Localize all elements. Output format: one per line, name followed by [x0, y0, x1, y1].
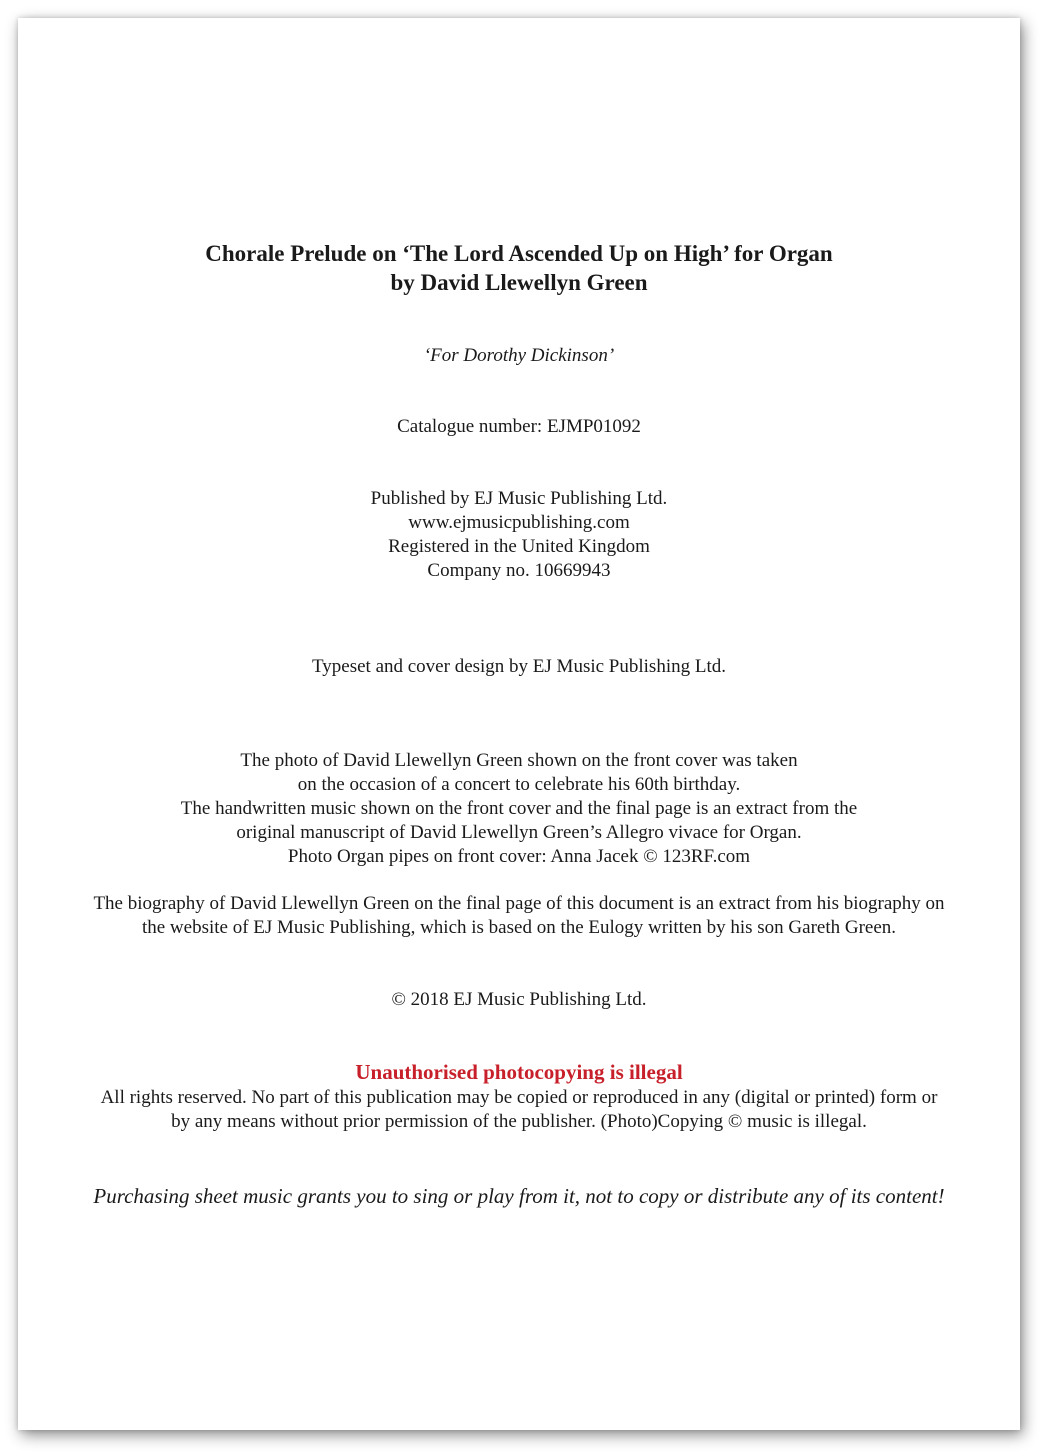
- photo-credit-line-5: Photo Organ pipes on front cover: Anna Jacek © 123RF.com: [287, 846, 751, 867]
- warning-heading: Unauthorised photocopying is illegal: [355, 1060, 683, 1084]
- rights-line-1: All rights reserved. No part of this publication may be copied or reproduced in any (digital or printed) form or: [100, 1087, 938, 1108]
- dedication: ‘For Dorothy Dickinson’: [423, 345, 615, 366]
- copyright-notice: © 2018 EJ Music Publishing Ltd.: [391, 989, 647, 1010]
- photo-credit-line-1: The photo of David Llewellyn Green shown on the front cover was taken: [240, 750, 798, 771]
- document-page: [18, 18, 1020, 1430]
- photo-credit-line-4: original manuscript of David Llewellyn Green’s Allegro vivace for Organ.: [236, 822, 802, 843]
- biography-line-2: the website of EJ Music Publishing, which is based on the Eulogy written by his son Gareth Green.: [141, 917, 897, 938]
- photo-credit-line-3: The handwritten music shown on the front cover and the final page is an extract from the: [180, 798, 858, 819]
- publisher-line-1: Published by EJ Music Publishing Ltd.: [370, 488, 668, 509]
- biography-line-1: The biography of David Llewellyn Green on the final page of this document is an extract from his biography on: [93, 893, 945, 914]
- publisher-company-number: Company no. 10669943: [427, 560, 611, 581]
- publisher-website: www.ejmusicpublishing.com: [408, 512, 630, 533]
- closing-statement: Purchasing sheet music grants you to sing or play from it, not to copy or distribute any of its content!: [93, 1184, 945, 1208]
- photo-credit-line-2: on the occasion of a concert to celebrate his 60th birthday.: [297, 774, 741, 795]
- publisher-line-3: Registered in the United Kingdom: [388, 536, 650, 557]
- rights-line-2: by any means without prior permission of the publisher. (Photo)Copying © music is illegal.: [171, 1111, 867, 1132]
- document-title-line-2: by David Llewellyn Green: [390, 270, 648, 295]
- typeset-credit: Typeset and cover design by EJ Music Publishing Ltd.: [312, 656, 726, 677]
- catalogue-number: Catalogue number: EJMP01092: [397, 416, 641, 437]
- document-title-line-1: Chorale Prelude on ‘The Lord Ascended Up on High’ for Organ: [205, 241, 833, 266]
